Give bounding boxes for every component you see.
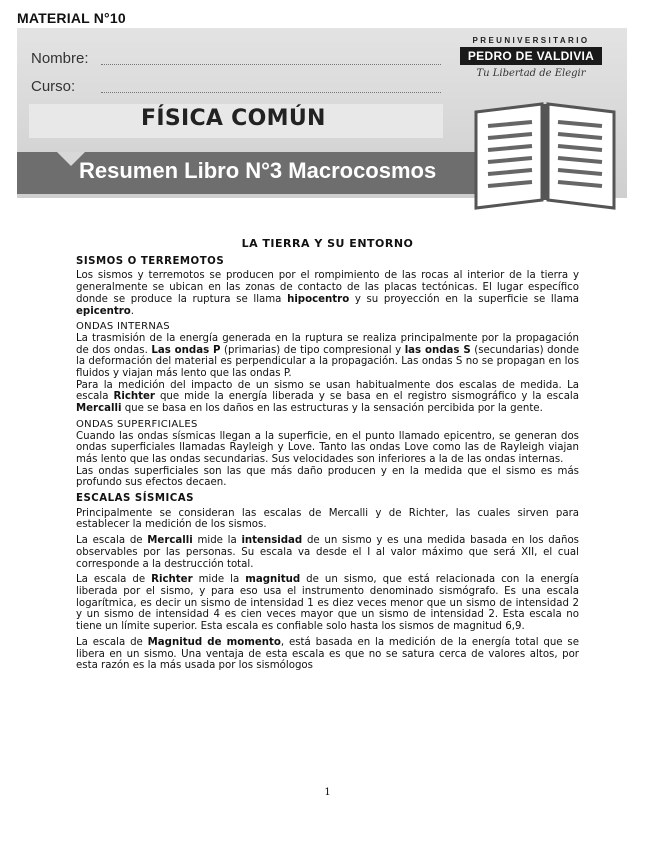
name-dotted-line (101, 64, 441, 65)
institution-logo (460, 36, 602, 79)
page-number: 1 (324, 787, 331, 798)
subject-title: FÍSICA COMÚN (141, 106, 326, 131)
section-heading-ondas-internas: ONDAS INTERNAS (76, 321, 170, 333)
name-field (31, 50, 89, 67)
paragraph: La escala de Mercalli mide la intensidad de un sismo y es una medida basada en los daños observables por las personas. Su escala va desde el I al valor máximo que será XII, el cual corresponde a la destrucción total. (76, 535, 579, 570)
course-label: Curso: (31, 78, 76, 95)
logo-main-text: PEDRO DE VALDIVIA (460, 47, 602, 65)
document-body (76, 238, 579, 676)
section-heading-escalas: ESCALAS SÍSMICAS (76, 493, 195, 505)
paragraph: Para la medición del impacto de un sismo se usan habitualmente dos escalas de medida. La escala Richter que mide la energía liberada y se basa en el registro sismográfico y la escala Mercalli que se basa en los daños en las estructuras y la sensación percibida por la gente. (76, 379, 580, 415)
open-book-icon (470, 100, 620, 212)
paragraph: Principalmente se consideran las escalas de Mercalli y de Richter, las cuales sirven para establecer la medición de los sismos. (76, 507, 579, 531)
paragraph: La escala de Magnitud de momento, está basada en la medición de la energía total que se libera en un sismo. Una ventaja de esta escala es que no se satura cerca de valores altos, por esta razón es la más usada por los sismólogos (76, 636, 579, 672)
logo-tagline: Tu Libertad de Elegir (476, 68, 586, 79)
name-label: Nombre: (31, 50, 89, 67)
section-heading-ondas-superficiales: ONDAS SUPERFICIALES (76, 418, 198, 430)
paragraph: Las ondas superficiales son las que más daño producen y en la medida que el sismo es más profundo sus efectos decaen. (76, 465, 579, 489)
paragraph: La trasmisión de la energía generada en la ruptura se realiza principalmente por la propagación de dos ondas. Las ondas P (primarias) de tipo compresional y las ondas S (secundarias) donde la deformación del material es perpendicular a la propagación. Las ondas S no se propagan en los fluidos y viajan más lento que las ondas P. (76, 332, 580, 380)
logo-top-text: PREUNIVERSITARIO (472, 36, 590, 45)
main-title: LA TIERRA Y SU ENTORNO (241, 237, 414, 250)
material-label: MATERIAL N°10 (17, 10, 126, 26)
paragraph: Los sismos y terremotos se producen por el rompimiento de las rocas al interior de la tierra y generalmente se ubican en las zonas de contacto de las placas tectónicas. El lugar específico donde se produce la ruptura se llama hipocentro y su proyección en la superficie se llama epicentro. (76, 270, 579, 317)
band-title: Resumen Libro N°3 Macrocosmos (79, 158, 437, 183)
paragraph: La escala de Richter mide la magnitud de un sismo, que está relacionada con la energía liberada por el sismo, y para eso usa el instrumento denominado sismógrafo. Es una escala logarítmica, es decir un sismo de intensidad 1 es diez veces menor que un sismo de intensidad 2 y un sismo de intensidad 4 es cien veces mayor que un sismo de intensidad 2. Esta escala no tiene un límite superior. Esta escala es confiable solo hasta los sismos de magnitud 6,9. (76, 574, 579, 633)
course-dotted-line (101, 92, 441, 93)
section-heading-sismos: SISMOS O TERREMOTOS (76, 255, 225, 267)
paragraph: Cuando las ondas sísmicas llegan a la superficie, en el punto llamado epicentro, se generan dos ondas superficiales llamadas Rayleigh y Love. Tanto las ondas Love como las de Rayleigh viajan más lento que las ondas secundarias. Sus velocidades son inferiores a la de las ondas internas. (76, 430, 579, 465)
course-field (31, 78, 75, 95)
